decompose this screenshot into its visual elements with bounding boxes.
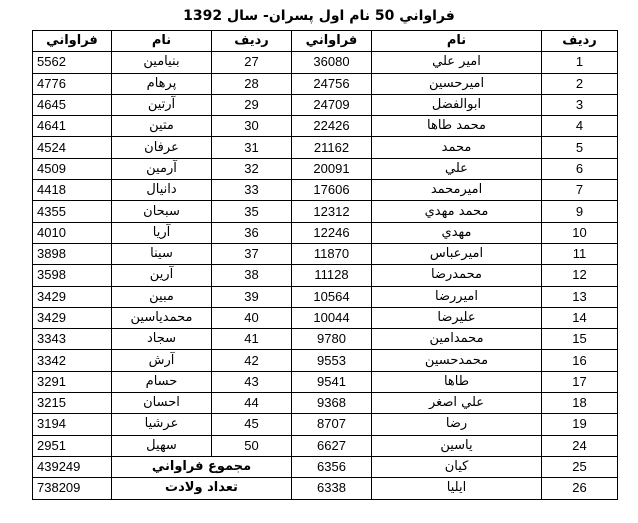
frequency-cell: 17606	[292, 180, 372, 201]
name-cell: طاها	[372, 371, 542, 392]
header-name: نام	[372, 31, 542, 52]
header-frequency-left: فراواني	[33, 31, 112, 52]
row-number-cell: 5	[542, 137, 618, 158]
row-number-cell: 19	[542, 414, 618, 435]
row-number-cell: 4	[542, 116, 618, 137]
names-frequency-table	[32, 30, 618, 500]
row-number-cell: 33	[212, 180, 292, 201]
frequency-cell: 3898	[33, 243, 112, 264]
frequency-cell: 22426	[292, 116, 372, 137]
row-number-cell: 14	[542, 307, 618, 328]
table-row	[33, 478, 618, 499]
frequency-cell: 11870	[292, 243, 372, 264]
name-cell: علي	[372, 158, 542, 179]
name-cell: حسام	[112, 371, 212, 392]
row-number-cell: 1	[542, 52, 618, 73]
frequency-cell: 11128	[292, 265, 372, 286]
row-number-cell: 25	[542, 456, 618, 477]
row-number-cell: 45	[212, 414, 292, 435]
table-row	[33, 116, 618, 137]
table-row	[33, 307, 618, 328]
frequency-cell: 10564	[292, 286, 372, 307]
row-number-cell: 15	[542, 329, 618, 350]
frequency-cell: 9368	[292, 393, 372, 414]
name-cell: رضا	[372, 414, 542, 435]
row-number-cell: 2	[542, 73, 618, 94]
header-row-number: رديف	[542, 31, 618, 52]
row-number-cell: 44	[212, 393, 292, 414]
frequency-cell: 24756	[292, 73, 372, 94]
row-number-cell: 24	[542, 435, 618, 456]
name-cell: سينا	[112, 243, 212, 264]
table-row	[33, 265, 618, 286]
row-number-cell: 29	[212, 94, 292, 115]
name-cell: امير علي	[372, 52, 542, 73]
name-cell: مهدي	[372, 222, 542, 243]
table-row	[33, 414, 618, 435]
name-cell: محمدامين	[372, 329, 542, 350]
row-number-cell: 12	[542, 265, 618, 286]
frequency-cell: 2951	[33, 435, 112, 456]
name-cell: اميرمحمد	[372, 180, 542, 201]
row-number-cell: 35	[212, 201, 292, 222]
table-row	[33, 456, 618, 477]
name-cell: اميرعباس	[372, 243, 542, 264]
frequency-cell: 4418	[33, 180, 112, 201]
row-number-cell: 50	[212, 435, 292, 456]
row-number-cell: 26	[542, 478, 618, 499]
frequency-cell: 10044	[292, 307, 372, 328]
table-row	[33, 435, 618, 456]
table-title: فراواني 50 نام اول پسران- سال 1392	[183, 8, 455, 24]
row-number-cell: 27	[212, 52, 292, 73]
frequency-cell: 4010	[33, 222, 112, 243]
frequency-cell: 6356	[292, 456, 372, 477]
frequency-cell: 20091	[292, 158, 372, 179]
total-frequency-label: مجموع فراواني	[112, 456, 292, 477]
frequency-cell: 4524	[33, 137, 112, 158]
frequency-cell: 6627	[292, 435, 372, 456]
name-cell: آرين	[112, 265, 212, 286]
header-frequency: فراواني	[292, 31, 372, 52]
table-row	[33, 137, 618, 158]
table-row	[33, 393, 618, 414]
frequency-cell: 4509	[33, 158, 112, 179]
table-row	[33, 94, 618, 115]
row-number-cell: 40	[212, 307, 292, 328]
name-cell: محمد طاها	[372, 116, 542, 137]
frequency-cell: 4645	[33, 94, 112, 115]
row-number-cell: 43	[212, 371, 292, 392]
row-number-cell: 3	[542, 94, 618, 115]
frequency-cell: 3215	[33, 393, 112, 414]
header-name-left: نام	[112, 31, 212, 52]
row-number-cell: 17	[542, 371, 618, 392]
name-cell: متين	[112, 116, 212, 137]
header-row-number-left: رديف	[212, 31, 292, 52]
name-cell: كيان	[372, 456, 542, 477]
frequency-cell: 3429	[33, 307, 112, 328]
table-row	[33, 180, 618, 201]
table-row	[33, 201, 618, 222]
frequency-cell: 9541	[292, 371, 372, 392]
frequency-cell: 3342	[33, 350, 112, 371]
frequency-cell: 4355	[33, 201, 112, 222]
name-cell: علي اصغر	[372, 393, 542, 414]
name-cell: محمدرضا	[372, 265, 542, 286]
row-number-cell: 16	[542, 350, 618, 371]
frequency-cell: 12246	[292, 222, 372, 243]
frequency-cell: 4641	[33, 116, 112, 137]
table-row	[33, 243, 618, 264]
frequency-cell: 6338	[292, 478, 372, 499]
frequency-cell: 3291	[33, 371, 112, 392]
row-number-cell: 42	[212, 350, 292, 371]
frequency-cell: 3194	[33, 414, 112, 435]
table-row	[33, 371, 618, 392]
name-cell: محمدحسين	[372, 350, 542, 371]
name-cell: بنيامين	[112, 52, 212, 73]
row-number-cell: 9	[542, 201, 618, 222]
row-number-cell: 13	[542, 286, 618, 307]
name-cell: سجاد	[112, 329, 212, 350]
name-cell: آرتين	[112, 94, 212, 115]
table-row	[33, 52, 618, 73]
row-number-cell: 7	[542, 180, 618, 201]
row-number-cell: 6	[542, 158, 618, 179]
frequency-cell: 3598	[33, 265, 112, 286]
name-cell: آرمين	[112, 158, 212, 179]
total-frequency-value: 439249	[33, 456, 112, 477]
row-number-cell: 38	[212, 265, 292, 286]
frequency-cell: 5562	[33, 52, 112, 73]
name-cell: احسان	[112, 393, 212, 414]
table-row	[33, 73, 618, 94]
row-number-cell: 10	[542, 222, 618, 243]
name-cell: محمدياسين	[112, 307, 212, 328]
name-cell: محمد	[372, 137, 542, 158]
name-cell: عرشيا	[112, 414, 212, 435]
table-row	[33, 350, 618, 371]
name-cell: ايليا	[372, 478, 542, 499]
row-number-cell: 30	[212, 116, 292, 137]
table-row	[33, 286, 618, 307]
name-cell: ابوالفضل	[372, 94, 542, 115]
row-number-cell: 28	[212, 73, 292, 94]
name-cell: سهيل	[112, 435, 212, 456]
frequency-cell: 36080	[292, 52, 372, 73]
table-body	[33, 52, 618, 499]
frequency-cell: 3429	[33, 286, 112, 307]
name-cell: عليرضا	[372, 307, 542, 328]
frequency-cell: 8707	[292, 414, 372, 435]
name-cell: اميرحسين	[372, 73, 542, 94]
name-cell: آريا	[112, 222, 212, 243]
row-number-cell: 41	[212, 329, 292, 350]
name-cell: دانيال	[112, 180, 212, 201]
births-count-value: 738209	[33, 478, 112, 499]
row-number-cell: 37	[212, 243, 292, 264]
frequency-cell: 9780	[292, 329, 372, 350]
table-row	[33, 222, 618, 243]
name-cell: محمد مهدي	[372, 201, 542, 222]
table-row	[33, 158, 618, 179]
row-number-cell: 36	[212, 222, 292, 243]
row-number-cell: 18	[542, 393, 618, 414]
births-count-label: تعداد ولادت	[112, 478, 292, 499]
name-cell: ياسين	[372, 435, 542, 456]
row-number-cell: 11	[542, 243, 618, 264]
name-cell: اميررضا	[372, 286, 542, 307]
frequency-cell: 3343	[33, 329, 112, 350]
row-number-cell: 32	[212, 158, 292, 179]
table-row	[33, 329, 618, 350]
name-cell: پرهام	[112, 73, 212, 94]
row-number-cell: 39	[212, 286, 292, 307]
header-row	[33, 31, 618, 52]
frequency-cell: 12312	[292, 201, 372, 222]
frequency-cell: 21162	[292, 137, 372, 158]
frequency-cell: 9553	[292, 350, 372, 371]
frequency-cell: 4776	[33, 73, 112, 94]
name-cell: مبين	[112, 286, 212, 307]
row-number-cell: 31	[212, 137, 292, 158]
frequency-cell: 24709	[292, 94, 372, 115]
name-cell: آرش	[112, 350, 212, 371]
name-cell: سبحان	[112, 201, 212, 222]
name-cell: عرفان	[112, 137, 212, 158]
